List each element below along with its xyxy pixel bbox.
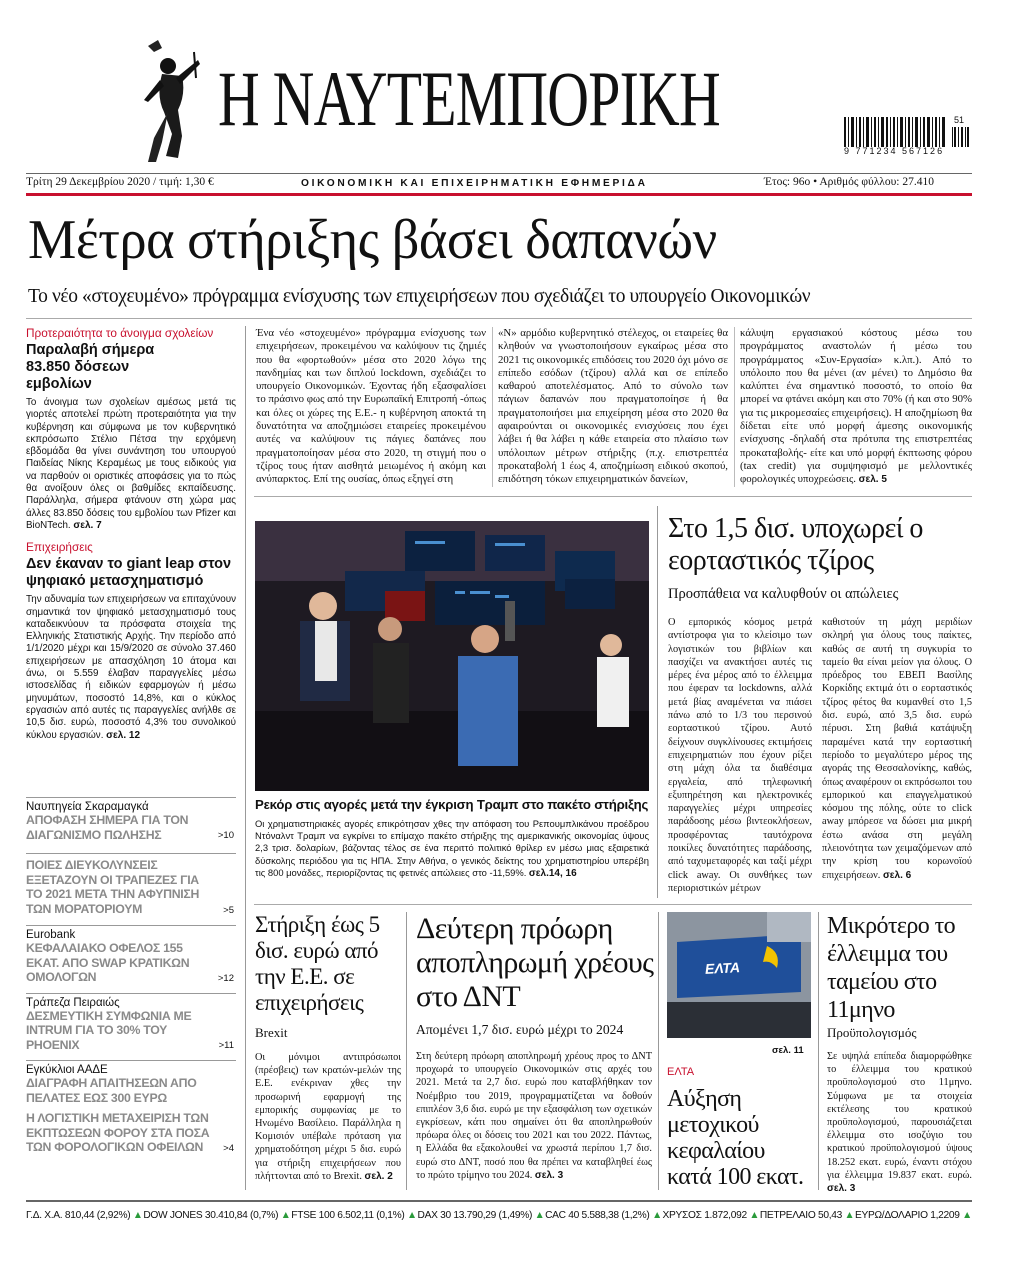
ticker-name: CAC 40 (545, 1210, 579, 1221)
lead-col-3-text: κάλυψη εργασιακού κόστους μέσω του προγράμματος αναστολών ή μέσω του προγράμματος «Συν-Εργασία» κ.λπ.). Από το υπόλοιπο που θα μένει (αν μένει) το Δημόσιο θα καλύπτει ένα σημαντικό ποσοστό, το οποίο θα μπορεί να φτάνει ακόμη και στο 70% (ή και στο 90% για τις μικρομεσαίες επιχειρήσεις). Η αποζημίωση θα δίδεται είτε υπό μορφή άμεσης οικονομικής ενίσχυσης -δηλαδή στα πρότυπα της επιστρεπτέας προκαταβολής- είτε και υπό μορφή έκπτωσης φόρου (tax credit) για συμψηφισμό με μελλοντικές φορολογικές υποχρεώσεις. (740, 327, 972, 486)
ticker-name: ΠΕΤΡΕΛΑΙΟ (759, 1210, 816, 1221)
sidebar-ref-2[interactable]: σελ. 12 (106, 729, 140, 741)
ticker-value: 810,44 (2,92%) (64, 1210, 131, 1221)
lead-col-1: Ένα νέο «στοχευμένο» πρόγραμμα ενίσχυσης των επιχειρήσεων, προκειμένου να καλύψουν τις ζημιές που θα «φορτωθούν» μέσα στο 2020 λόγω της πανδημίας και των διπλού lockdown, σχεδιάζει το υπουργείο Οικονομικών. Έχοντας ήδη εξασφαλίσει το πράσινο φως από την Ευρωπαϊκή Επιτροπή -όπως και όλες οι χώρες της Ε.Ε.- η κυβέρνηση αποκτά τη δυνατότητα να αποζημιώσει εταιρείες προκειμένου αυτές να καλύψουν τις πάγιες δαπάνες που πραγματοποίησαν μέσα στο 2020, τη στιγμή που ο τζίρος τους ήταν αισθητά μειωμένος ή ακόμη και ανύπαρκτος. Επί της ουσίας, όπως εξηγεί στη (256, 327, 486, 486)
brief-item[interactable] (26, 925, 236, 989)
budget-headline: Μικρότερο το έλλειμμα του ταμείου στο 11μηνο (827, 913, 956, 1023)
sidebar-head-2: Δεν έκαναν το giant leap στον ψηφιακό μετασχηματισμό (26, 556, 232, 590)
ticker-item (291, 1210, 417, 1221)
brief-line: ΔΕΣΜΕΥΤΙΚΗ ΣΥΜΦΩΝΙΑ ΜΕ INTRUM ΓΙΑ ΤΟ 30% ΤΟΥ PHOENIX (26, 1008, 192, 1052)
imf-subhead: Απομένει 1,7 δισ. ευρώ μέχρι το 2024 (416, 1022, 624, 1037)
photo-caption-text: Οι χρηματιστηριακές αγορές επικρότησαν χθες την απόφαση του Ρεπουμπλικάνου προέδρου Ντόναλντ Τραμπ να εγκρίνει το επίμαχο πακέτο στήριξης της αμερικανικής οικονομίας ύψους 2,3 τρισ. δολαρίων, βάζοντας τέλος σε ένα περιττό πολιτικό θρίλερ εν μέσω μιας εξαιρετικά δύσκολης περιόδου για τις ΗΠΑ. Στην Αθήνα, ο γενικός δείκτης του χρηματιστηρίου υπερέβη τις 800 μονάδες, περιορίζοντας τις φετινές απώλειες στο -11,59%. (255, 818, 649, 878)
brexit-body-text: Οι μόνιμοι αντιπρόσωποι (πρέσβεις) των κρατών-μελών της Ε.Ε. ενέκριναν χθες την προσωρινή εφαρμογή της εμπορικής συμφωνίας με το Ηνωμένο Βασίλειο. Παράλληλα η Κομισιόν υπέβαλε πρόταση για χρηματοδότηση μέχρι 5 δισ. ευρώ για στήριξη επιχειρήσεων που πλήττονται από το Brexit. (255, 1052, 401, 1182)
budget-body (827, 1050, 972, 1195)
sidebar-head-1: Παραλαβή σήμερα 83.850 δόσεων εμβολίων (26, 342, 155, 392)
masthead-title: Η ΝΑΥΤΕΜΠΟΡΙΚΗ (218, 55, 720, 142)
elta-kicker: ΕΛΤΑ (667, 1066, 695, 1078)
sidebar-kicker-1: Προτεραιότητα το άνοιγμα σχολείων (26, 326, 214, 340)
ticker-name: DAX 30 (417, 1210, 451, 1221)
lead-subhead: Το νέο «στοχευμένο» πρόγραμμα ενίσχυσης των επιχειρήσεων που σχεδιάζει το υπουργείο Οικονομικών (28, 286, 811, 307)
brief-page: >11 (218, 1040, 234, 1051)
brief-line: ΚΕΦΑΛΑΙΑΚΟ ΟΦΕΛΟΣ 155 ΕΚΑΤ. ΑΠΟ SWAP ΚΡΑΤΙΚΩΝ ΟΜΟΛΟΓΩΝ (26, 941, 190, 984)
ticker-item (855, 1210, 972, 1221)
market-photo (255, 521, 649, 791)
up-arrow-icon: ▲ (749, 1210, 760, 1221)
brexit-ref[interactable]: σελ. 2 (364, 1170, 393, 1182)
brief-label: Eurobank (26, 929, 76, 941)
retail-subhead: Προσπάθεια να καλυφθούν οι απώλειες (668, 586, 899, 602)
sidebar-body-1-text: Το άνοιγμα των σχολείων αμέσως μετά τις γιορτές αποτελεί πρώτη προτεραιότητα για την κυβέρνηση και σύμφωνα με τον κυβερνητικό εκπρόσωπο Στέλιο Πέτσα την ερχόμενη εβδομάδα θα γίνει συνάντηση του υπουργού Παιδείας Νίκης Κεραμέως με τους ειδικούς για να παρθούν οι οριστικές αποφάσεις για το πώς θα ανοίξουν όλες οι βαθμίδες εκπαίδευσης. Παράλληλα, σήμερα φτάνουν στη χώρα μας άλλες 83.850 δόσεις του εμβολίου των Pfizer και BioNTech. (26, 397, 236, 531)
ticker-item (143, 1210, 290, 1221)
elta-photo (667, 912, 811, 1038)
brief-label: Εγκύκλιοι ΑΑΔΕ (26, 1064, 108, 1076)
masthead-red-rule (26, 193, 972, 196)
lead-headline: Μέτρα στήριξης βάσει δαπανών (28, 209, 717, 271)
budget-ref[interactable]: σελ. 3 (827, 1183, 856, 1195)
ticker-value: 30.410,84 (0,7%) (204, 1210, 279, 1221)
brief-item[interactable] (26, 993, 236, 1057)
brexit-body (255, 1051, 401, 1183)
photo-caption (255, 818, 649, 880)
up-arrow-icon: ▲ (962, 1210, 972, 1221)
sidebar-body-2-text: Την αδυναμία των επιχειρήσεων να επιταχύνουν σημαντικά τον ψηφιακό μετασχηματισμό τους καταδεικνύουν τα πρόσφατα στοιχεία της Ελληνικής Στατιστικής Αρχής. Την περίοδο από 1/1/2020 μέχρι και 15/9/2020 σε σύνολο 37.460 επιχειρήσεων με απασχόληση 10 άτομα και άνω, οι 5.559 έλαβαν παραγγελίες μέσω ιστοσελίδας ή ειδικών εφαρμογών ή μέσω μηνυμάτων, ποσοστό 14,8%, και ο κύκλος εργασιών από αυτές τις παραγγελίες ανήλθε σε 10,5 δισ. ευρώ, ποσοστό 4,3% του συνολικού κύκλου εργασιών. (26, 594, 236, 741)
up-arrow-icon: ▲ (407, 1210, 417, 1221)
imf-headline: Δεύτερη πρόωρη αποπληρωμή χρέους στο ΔΝΤ (416, 912, 654, 1013)
ticker-value: 1,2209 (930, 1210, 960, 1221)
brief-page: >5 (223, 905, 234, 916)
ticker-value: 50,43 (817, 1210, 842, 1221)
col-divider (818, 912, 819, 1190)
brief-page: >12 (217, 972, 234, 984)
retail-col-2-text: καθιστούν τη μάχη μεριδίων σκληρή για όλους τους παίκτες, καθώς σε αυτή τη συγκυρία το ταμείο θα είναι μείον για όλους. Ο πρόεδρος του ΕΒΕΠ Βασίλης Κορκίδης εκτιμά ότι ο εορταστικός τζίρος φέτος θα κυμανθεί στο 1,5 δισ. ευρώ, από 3,5 δισ. ευρώ πέρυσι. Στη βαθιά κατάψυξη παραμένει κατά την εορταστική περίοδο το μεγαλύτερο μέρος της αγοράς της Θεσσαλονίκης, καθώς, όπως αναφέρουν οι εκπρόσωποι του εμπορικού και επαγγελματικού κόσμου της πόλης, ούτε το click away μπόρεσε να δώσει μια μικρή έστω ανάσα στη μεγάλη πλειονότητα των χειμαζόμενων από την κρίση του κορωνοϊού επιχειρήσεων. (822, 617, 972, 881)
brief-item[interactable] (26, 1109, 236, 1159)
brief-line: ΑΠΟΦΑΣΗ ΣΗΜΕΡΑ ΓΙΑ ΤΟΝ ΔΙΑΓΩΝΙΣΜΟ ΠΩΛΗΣΗΣ (26, 813, 189, 842)
barcode-issue: 51 (954, 115, 965, 125)
imf-body-text: Στη δεύτερη πρόωρη αποπληρωμή χρέους προς το ΔΝΤ προχωρά το υπουργείο Οικονομικών στις αρχές του 2021. Μετά τα 2,7 δισ. ευρώ που καταβλήθηκαν τον Νοέμβριο του 2019, προγραμματίζεται να δοθούν επιπλέον 3,6 δισ. ευρώ με την εξασφάλιση των σχετικών εγκρίσεων, κάτι που σημαίνει ότι θα αποπληρωθούν πρόωρα όλες οι δόσεις του 2021 και του 2022. Πάντως, η Ελλάδα θα εξακολουθεί να χρωστά περίπου 1,7 δισ. ευρώ στο ΔΝΤ, ποσό που θα πρέπει να καταβληθεί έως το πρώτο τρίμηνο του 2024. (416, 1051, 652, 1181)
photo-ref[interactable]: σελ.14, 16 (528, 867, 577, 879)
up-arrow-icon: ▲ (652, 1210, 662, 1221)
elta-logo-text: ΕΛΤΑ (704, 959, 741, 977)
col-divider (492, 327, 493, 487)
barcode-number: 9 771234 567126 (844, 146, 945, 156)
brief-label: Ναυπηγεία Σκαραμαγκά (26, 801, 149, 813)
market-ticker (26, 1210, 972, 1221)
masthead-logo (138, 38, 204, 168)
barcode (840, 115, 972, 171)
brief-page: >4 (223, 1142, 234, 1154)
lead-col-3 (740, 327, 972, 487)
ticker-item (760, 1210, 854, 1221)
brexit-headline: Στήριξη έως 5 δισ. ευρώ από την Ε.Ε. σε επιχειρήσεις (255, 912, 380, 1015)
sidebar (26, 326, 236, 742)
dateline-price: Τρίτη 29 Δεκεμβρίου 2020 / τιμή: 1,30 € (26, 176, 214, 188)
brief-item[interactable] (26, 1060, 236, 1107)
brexit-kicker: Brexit (255, 1025, 288, 1040)
ticker-name: Γ.Δ. Χ.Α. (26, 1210, 63, 1221)
imf-body (416, 1050, 652, 1182)
brief-label: Τράπεζα Πειραιώς (26, 996, 120, 1009)
budget-body-text: Σε υψηλά επίπεδα διαμορφώθηκε το έλλειμμα του κρατικού προϋπολογισμού στο 11μηνο. Σύμφωνα με τα στοιχεία εκτέλεσης του κρατικού προϋπολογισμού, παρουσιάζεται έλλειμμα στο ισοζύγιο του κρατικού προϋπολογισμού ύψους 18.252 εκατ. ευρώ, έναντι στόχου για έλλειμμα 19.837 εκατ. ευρώ. (827, 1051, 972, 1181)
tagline: ΟΙΚΟΝΟΜΙΚΗ ΚΑΙ ΕΠΙΧΕΙΡΗΜΑΤΙΚΗ ΕΦΗΜΕΡΙΔΑ (301, 178, 648, 189)
col-divider (406, 912, 407, 1190)
sidebar-briefs (26, 797, 236, 1159)
brief-item[interactable] (26, 853, 236, 921)
photo-caption-head: Ρεκόρ στις αγορές μετά την έγκριση Τραμπ στο πακέτο στήριξης (255, 797, 649, 812)
retail-col-2 (822, 616, 972, 882)
brief-item[interactable] (26, 797, 236, 846)
ticker-value: 6.502,11 (0,1%) (337, 1210, 405, 1221)
imf-ref[interactable]: σελ. 3 (534, 1169, 564, 1181)
retail-ref[interactable]: σελ. 6 (882, 869, 912, 881)
budget-kicker: Προϋπολογισμός (827, 1025, 917, 1040)
dateline-rule (26, 173, 972, 174)
ticker-item (418, 1210, 545, 1221)
brief-line: ΔΙΑΓΡΑΦΗ ΑΠΑΙΤΗΣΕΩΝ ΑΠΟ ΠΕΛΑΤΕΣ ΕΩΣ 300 ΕΥΡΩ (26, 1076, 197, 1105)
ticker-item (545, 1210, 662, 1221)
ticker-value: 13.790,29 (1,49%) (453, 1210, 533, 1221)
brief-line: ΠΟΙΕΣ ΔΙΕΥΚΟΛΥΝΣΕΙΣ ΕΞΕΤΑΖΟΥΝ ΟΙ ΤΡΑΠΕΖΕΣ ΓΙΑ ΤΟ 2021 ΜΕΤΑ ΤΗΝ ΑΦΥΠΝΙΣΗ ΤΩΝ ΜΟΡΑΤΟΡΙΟΥΜ (26, 858, 200, 916)
ticker-item (663, 1210, 760, 1221)
ticker-name: ΕΥΡΩ/ΔΟΛΑΡΙΟ (855, 1210, 928, 1221)
ticker-item (26, 1210, 143, 1221)
ticker-value: 5.588,38 (1,2%) (581, 1210, 650, 1221)
ticker-name: ΧΡΥΣΟΣ (662, 1210, 702, 1221)
up-arrow-icon: ▲ (844, 1210, 855, 1221)
lead-ref[interactable]: σελ. 5 (858, 474, 887, 486)
sidebar-body-1 (26, 397, 236, 532)
lead-col-2: «Ν» αρμόδιο κυβερνητικό στέλεχος, οι εταιρείες θα κληθούν να γνωστοποιήσουν εγκαίρως μέσα στο 2021 τις οικονομικές επιδόσεις του 2020 όχι μόνο σε επίπεδο εσόδων (τζίρου) αλλά και σε επίπεδο καθαρού αποτελέσματος. Από το σύνολο των πάγιων δαπανών που πραγματοποίησε ή θα πραγματοποιήσει μια επιχείρηση μέσα στο 2020 θα αφαιρούνται οι οικονομικές ενισχύσεις που έχει λάβει ή θα λάβει η κάθε εταιρεία στο πλαίσιο των υπόλοιπων μέτρων στήριξης (π.χ. επιστρεπτέα προκαταβολή 1 έως 4, αποζημίωση ειδικού σκοπού, επιδότηση τόκων επιχειρηματικών δανείων, (498, 327, 728, 486)
retail-headline: Στο 1,5 δισ. υποχωρεί ο εορταστικός τζίρος (668, 513, 923, 576)
ticker-value: 1.872,092 (704, 1210, 747, 1221)
brief-page: >10 (217, 830, 234, 841)
ticker-name: FTSE 100 (291, 1210, 335, 1221)
col-divider (658, 912, 659, 1190)
col-divider (734, 327, 735, 487)
sidebar-ref-1[interactable]: σελ. 7 (73, 519, 102, 531)
bottom-rule (254, 904, 972, 905)
lead-rule (26, 318, 972, 319)
sidebar-divider (245, 326, 246, 1190)
issue-info: Έτος: 96ο • Αριθμός φύλλου: 27.410 (764, 176, 934, 188)
photo-divider (657, 506, 658, 898)
ticker-rule (26, 1200, 972, 1202)
section-rule (254, 496, 972, 497)
elta-headline: Αύξηση μετοχικού κεφαλαίου κατά 100 εκατ. (667, 1086, 804, 1190)
sidebar-kicker-2: Επιχειρήσεις (26, 540, 93, 555)
elta-photo-ref[interactable]: σελ. 11 (772, 1045, 804, 1056)
up-arrow-icon: ▲ (132, 1210, 143, 1221)
sidebar-body-2 (26, 594, 236, 742)
up-arrow-icon: ▲ (534, 1210, 545, 1221)
retail-col-1: Ο εμπορικός κόσμος μετρά αντίστροφα για το κλείσιμο των λογιστικών του βιβλίων και πασχίζει να ανακτήσει αυτές τις μέρες ένα μέρος από το έλλειμμα που έφεραν τα lockdowns, αλλά μετά βίας αναμένεται να πιάσει πάνω από το 1/3 του περσινού εορταστικού τζίρου. Αυτό δείχνουν συγκλίνουσες εκτιμήσεις επιχειρηματιών που έχουν ρίξει στη μάχη όλα τα διαθέσιμα εργαλεία, από τηλεφωνική εξυπηρέτηση και ηλεκτρονικές παραγγελίες μέχρι υπηρεσίες παράδοσης μέσω βιντεοκλήσεων, προσφέροντας ταυτόχρονα ποικίλες δυνατότητες παράδοσης, από ταχυμεταφορές και ταξί μέχρι click away. Οι συνθήκες των περιοριστικών μέτρων (668, 617, 812, 894)
brief-line: Η ΛΟΓΙΣΤΙΚΗ ΜΕΤΑΧΕΙΡΙΣΗ ΤΩΝ ΕΚΠΤΩΣΕΩΝ ΦΟΡΟΥ ΣΤΑ ΠΟΣΑ ΤΩΝ ΦΟΡΟΛΟΓΙΚΩΝ ΟΦΕΙΛΩΝ (26, 1111, 210, 1154)
up-arrow-icon: ▲ (280, 1210, 291, 1221)
ticker-name: DOW JONES (143, 1210, 203, 1221)
